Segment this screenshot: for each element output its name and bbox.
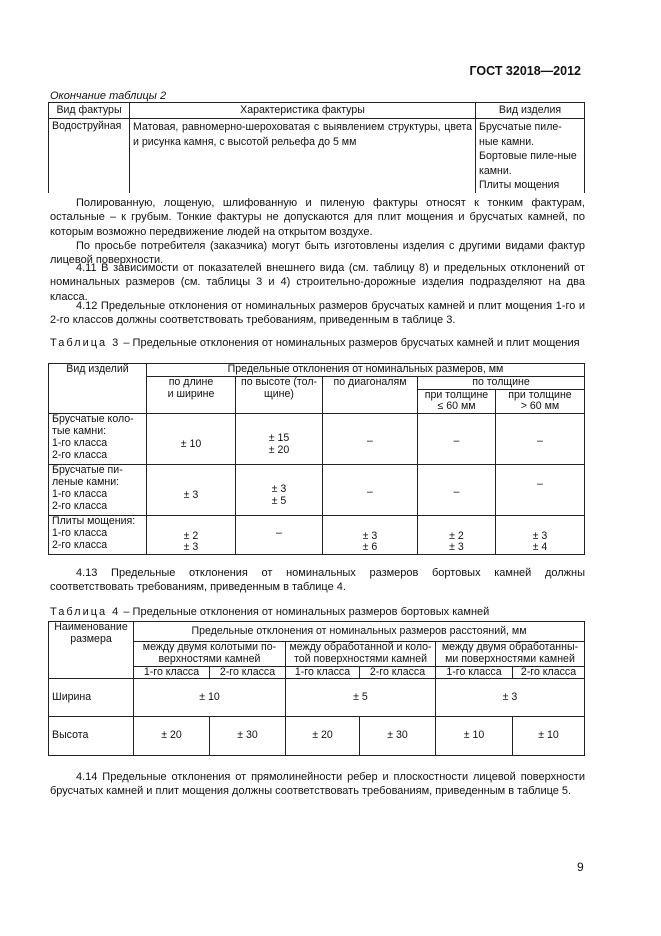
- table4-caption-text: – Предельные отклонения от номинальных размеров бортовых камней: [120, 606, 490, 618]
- table3-cell-diagonals: –: [323, 414, 418, 465]
- table4-header-class1: 1-го класса: [134, 666, 210, 679]
- table4-caption: [50, 606, 489, 618]
- paragraph-4-13: 4.13 Предельные отклонения от номинальных размеров бортовых камней должны соответствовать требованиям, приведенным в таблице 4.: [50, 567, 585, 594]
- table3-cell-length: ± 2 ± 3: [147, 516, 236, 555]
- table3: [48, 363, 585, 555]
- table3-cell-diagonals: ± 3 ± 6: [323, 516, 418, 555]
- table4-caption-label: Таблица 4: [50, 606, 121, 618]
- table3-cell-height: ± 3 ± 5: [236, 465, 323, 516]
- table3-cell-thickness-gt60: –: [496, 414, 585, 465]
- table2-cell-texture: Водоструйная: [49, 119, 130, 193]
- table3-cell-diagonals: –: [323, 465, 418, 516]
- table4: [48, 621, 585, 756]
- table4-cell-mixed-class1: ± 20: [286, 717, 360, 756]
- table4-header-split-surfaces: между двумя колотыми по- верхностями камней: [134, 642, 286, 667]
- table2-continuation-caption: Окончание таблицы 2: [50, 90, 167, 102]
- table3-cell-thickness-gt60: –: [496, 465, 585, 516]
- table3-row: [49, 516, 585, 555]
- table3-cell-product: Брусчатые коло- тые камни: 1-го класса 2-го класса: [49, 414, 147, 465]
- table4-cell-split: ± 10: [134, 679, 286, 717]
- paragraph-4-11: 4.11 В зависимости от показателей внешнего вида (см. таблицу 8) и предельных отклонений от номинальных размеров (см. таблицы 3 и 4) строительно-дорожные изделия подразделяют на два класса.: [50, 262, 585, 303]
- paragraph-4-14: 4.14 Предельные отклонения от прямолинейности ребер и плоскостности лицевой поверхности брусчатых камней и плит мощения должны соответствовать требованиям, приведенным в таблице 5.: [50, 771, 585, 798]
- table4-cell-worked-class2: ± 10: [513, 717, 585, 756]
- table2-header-texture: Вид фактуры: [49, 103, 130, 119]
- table4-header-class1: 1-го класса: [436, 666, 513, 679]
- table4-header-class2: 2-го класса: [513, 666, 585, 679]
- table3-caption-text: – Предельные отклонения от номинальных размеров брусчатых камней и плит мощения: [120, 337, 580, 349]
- table4-cell-mixed: ± 5: [286, 679, 436, 717]
- table4-header-class2: 2-го класса: [210, 666, 286, 679]
- table4-header-name: Наименование размера: [49, 622, 134, 679]
- table4-cell-worked-class1: ± 10: [436, 717, 513, 756]
- table3-header-length: по длине и ширине: [147, 376, 236, 413]
- table3-header-product: Вид изделий: [49, 364, 147, 414]
- table3-row: [49, 465, 585, 516]
- table4-cell-split-class2: ± 30: [210, 717, 286, 756]
- table4-cell-mixed-class2: ± 30: [360, 717, 436, 756]
- table3-cell-thickness-le60: –: [418, 465, 496, 516]
- table4-header-worked-surfaces: между двумя обработанны- ми поверхностями камней: [436, 642, 585, 667]
- table3-cell-thickness-le60: –: [418, 414, 496, 465]
- table3-header-thickness-gt60: при толщине > 60 мм: [496, 389, 585, 414]
- table4-header-group: Предельные отклонения от номинальных размеров расстояний, мм: [134, 622, 585, 642]
- table3-cell-length: ± 10: [147, 414, 236, 465]
- paragraph-4-12: 4.12 Предельные отклонения от номинальных размеров брусчатых камней и плит мощения 1-го и 2-го классов должны соответствовать требованиям, приведенным в таблице 3.: [50, 300, 585, 327]
- table3-header-thickness-le60: при толщине ≤ 60 мм: [418, 389, 496, 414]
- table3-header-group: Предельные отклонения от номинальных размеров, мм: [147, 364, 585, 377]
- document-standard-header: ГОСТ 32018—2012: [469, 64, 581, 78]
- table2-header-products: Вид изделия: [476, 103, 585, 119]
- table3-cell-thickness-gt60: ± 3 ± 4: [496, 516, 585, 555]
- table2-cell-characteristic: Матовая, равномерно-шероховатая с выявлением структуры, цвета и рисунка камня, с высотой рельефа до 5 мм: [130, 119, 476, 193]
- table3-header-diagonals: по диагоналям: [323, 376, 418, 413]
- table4-row: [49, 679, 585, 717]
- table4-header-mixed-surfaces: между обработанной и коло- той поверхностями камней: [286, 642, 436, 667]
- table3-cell-product: Брусчатые пи- леные камни: 1-го класса 2-го класса: [49, 465, 147, 516]
- table4-cell-name: Ширина: [49, 679, 134, 717]
- table3-cell-thickness-le60: ± 2 ± 3: [418, 516, 496, 555]
- paragraph-customer-request: По просьбе потребителя (заказчика) могут быть изготовлены изделия с другими видами фактур лицевой поверхности.: [50, 240, 585, 267]
- table3-cell-product: Плиты мощения: 1-го класса 2-го класса: [49, 516, 147, 555]
- table3-header-thickness: по толщине: [418, 376, 585, 389]
- paragraph-textures: Полированную, лощеную, шлифованную и пиленую фактуры относят к тонким фактурам, остальные – к грубым. Тонкие фактуры не допускаются для плит мощения и брусчатых камней, по которым возможно передвижение людей на открытом воздухе.: [50, 197, 585, 238]
- table2-continuation: [48, 102, 585, 193]
- table3-row: [49, 414, 585, 465]
- table2-cell-products: Брусчатые пиле-ные камни. Бортовые пиле-ные камни. Плиты мощения: [476, 119, 585, 193]
- table3-caption-label: Таблица 3: [50, 337, 121, 349]
- table4-header-class1: 1-го класса: [286, 666, 360, 679]
- page-number: 9: [577, 860, 584, 874]
- table3-cell-length: ± 3: [147, 465, 236, 516]
- table3-cell-height: ± 15 ± 20: [236, 414, 323, 465]
- table4-header-class2: 2-го класса: [360, 666, 436, 679]
- table3-caption: [50, 337, 585, 349]
- table4-row: [49, 717, 585, 756]
- table4-cell-worked: ± 3: [436, 679, 585, 717]
- table3-header-height: по высоте (тол- щине): [236, 376, 323, 413]
- table3-cell-height: –: [236, 516, 323, 555]
- table4-cell-split-class1: ± 20: [134, 717, 210, 756]
- table2-header-characteristic: Характеристика фактуры: [130, 103, 476, 119]
- table4-cell-name: Высота: [49, 717, 134, 756]
